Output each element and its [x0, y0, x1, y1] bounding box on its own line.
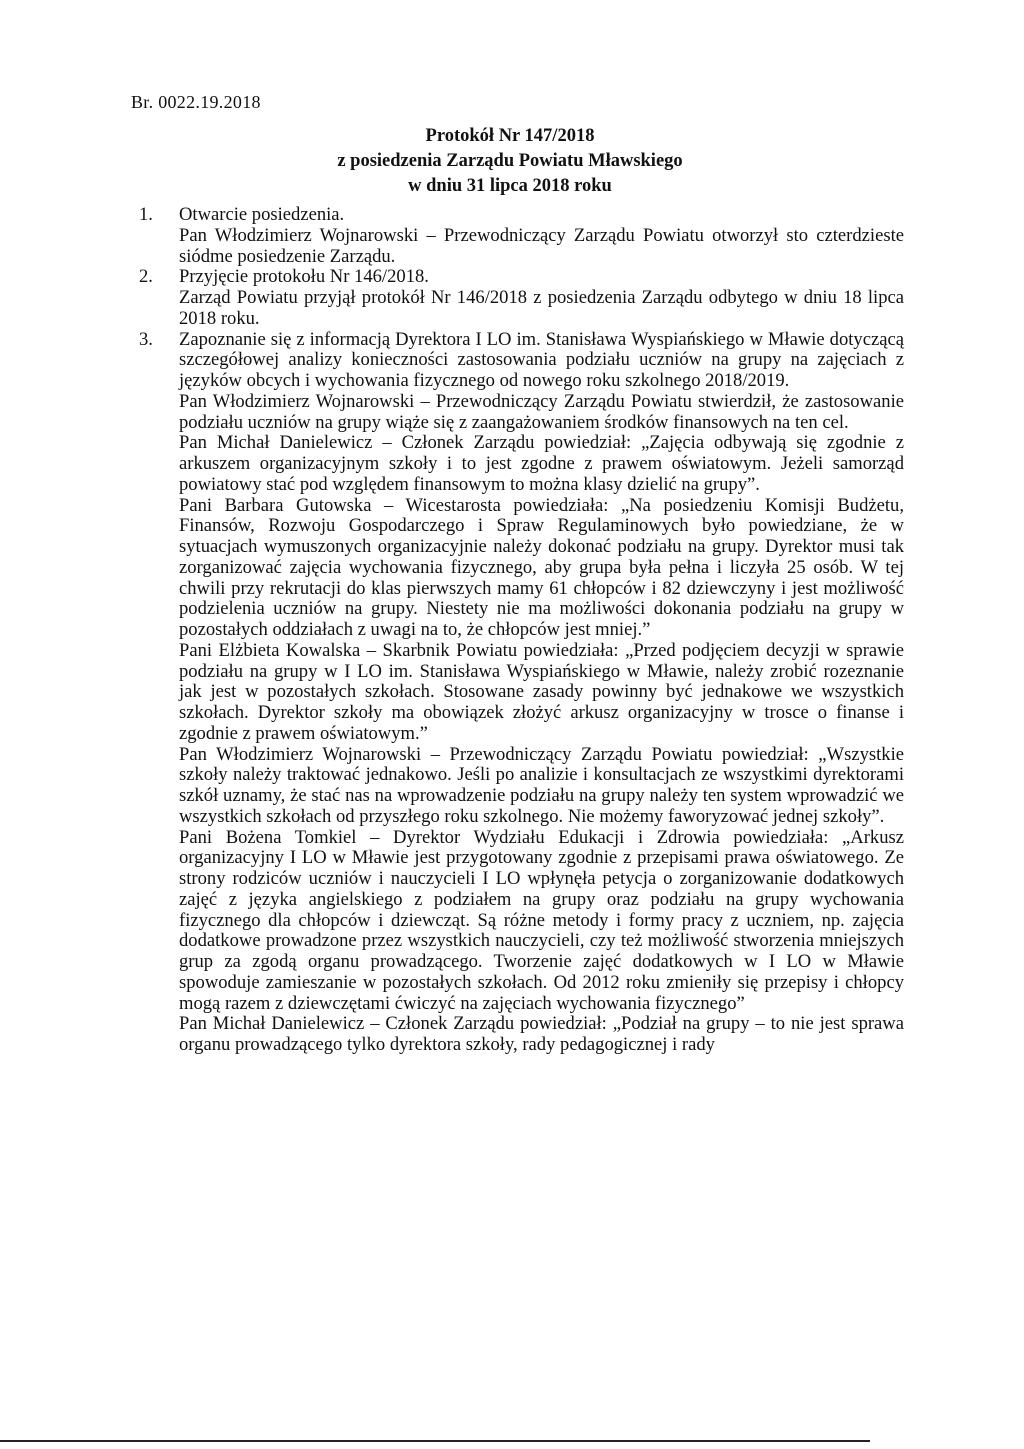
agenda-item-number: 3.: [139, 328, 153, 350]
title-line-2: z posiedzenia Zarządu Powiatu Mławskiego: [337, 151, 683, 171]
agenda-item-2: [137, 267, 904, 329]
agenda-item-3: [137, 330, 904, 392]
agenda-item-heading: Otwarcie posiedzenia.: [179, 204, 345, 225]
agenda-item-heading: Zapoznanie się z informacją Dyrektora I LO im. Stanisława Wyspiańskiego w Mławie dotyczącą szczegółowej analizy konieczności zastosowania podziału uczniów na grupy na zajęciach z języków obcych i wychowania fizycznego od nowego roku szkolnego 2018/2019.: [179, 328, 904, 391]
statement-paragraph: Pani Elżbieta Kowalska – Skarbnik Powiatu powiedziała: „Przed podjęciem decyzji w sprawie podziału na grupy w I LO im. Stanisława Wyspiańskiego w Mławie, należy zrobić rozeznanie jak jest w pozostałych szkołach. Stosowane zasady powinny być jednakowe we wszystkich szkołach. Dyrektor szkoły ma obowiązek złożyć arkusz organizacyjny w trosce o finanse i zgodnie z prawem oświatowym.”: [179, 639, 904, 744]
agenda-item-number: 2.: [139, 266, 153, 288]
page-bottom-rule: [0, 1440, 870, 1442]
agenda-item-number: 1.: [139, 204, 153, 225]
title-line-1: Protokół Nr 147/2018: [425, 126, 595, 146]
document-title: [295, 124, 725, 199]
document-reference: Br. 0022.19.2018: [131, 92, 261, 112]
agenda-item-heading: Przyjęcie protokołu Nr 146/2018.: [179, 266, 429, 288]
statement-paragraph: Pan Michał Danielewicz – Członek Zarządu powiedział: „Podział na grupy – to nie jest sprawa organu prowadzącego tylko dyrektora szkoły, rady pedagogicznej i rady: [179, 1013, 904, 1055]
statement-paragraph: Pan Michał Danielewicz – Członek Zarządu powiedział: „Zajęcia odbywają się zgodnie z arkuszem organizacyjnym szkoły i to jest zgodne z prawem oświatowym. Jeżeli samorząd powiatowy stać pod względem finansowym to można klasy dzielić na grupy”.: [179, 432, 904, 495]
statement-paragraph: Pan Włodzimierz Wojnarowski – Przewodniczący Zarządu Powiatu powiedział: „Wszystkie szkoły należy traktować jednakowo. Jeśli po analizie i konsultacjach ze wszystkimi dyrektorami szkół uznamy, że stać nas na wprowadzenie podziału na grupy należy ten system wprowadzić we wszystkich szkołach od przyszłego roku szkolnego. Nie możemy faworyzować jednej szkoły”.: [179, 743, 904, 827]
statement-paragraph: Pani Barbara Gutowska – Wicestarosta powiedziała: „Na posiedzeniu Komisji Budżetu, Finansów, Rozwoju Gospodarczego i Spraw Regulaminowych było powiedziane, że w sytuacjach wymuszonych organizacyjnie należy dokonać podziału na grupy. Dyrektor musi tak zorganizować zajęcia wychowania fizycznego, aby grupa była pełna i liczyła 25 osób. W tej chwili przy rekrutacji do klas pierwszych mamy 61 chłopców i 82 dziewczyny i jest możliwość podzielenia uczniów na grupy. Niestety nie ma możliwości dokonania podziału na grupy w pozostałych oddziałach z uwagi na to, że chłopców jest mniej.”: [179, 494, 904, 640]
agenda-item-text: Zarząd Powiatu przyjął protokół Nr 146/2018 z posiedzenia Zarządu odbytego w dniu 18 lipca 2018 roku.: [179, 287, 904, 329]
agenda-item-text: Pan Włodzimierz Wojnarowski – Przewodniczący Zarządu Powiatu otworzył sto czterdzieste siódme posiedzenie Zarządu.: [179, 224, 904, 267]
statement-paragraph: Pani Bożena Tomkiel – Dyrektor Wydziału Edukacji i Zdrowia powiedziała: „Arkusz organizacyjny I LO w Mławie jest przygotowany zgodnie z przepisami prawa oświatowego. Ze strony rodziców uczniów i nauczycieli I LO wpłynęła petycja o zorganizowanie dodatkowych zajęć z języka angielskiego z podziałem na grupy oraz podziału na grupy wychowania fizycznego dla chłopców i dziewcząt. Są różne metody i formy pracy z uczniem, np. zajęcia dodatkowe prowadzone przez wszystkich nauczycieli, czy też możliwość stworzenia mniejszych grup za zgodą organu prowadzącego. Tworzenie zajęć dodatkowych w I LO w Mławie spowoduje zamieszanie w pozostałych szkołach. Od 2012 roku zmieniły się przepisy i chłopcy mogą razem z dziewczętami ćwiczyć na zajęciach wychowania fizycznego”: [179, 826, 904, 1014]
agenda-item-1: [137, 205, 904, 267]
document-body: [137, 205, 904, 1056]
statement-paragraph: Pan Włodzimierz Wojnarowski – Przewodniczący Zarządu Powiatu stwierdził, że zastosowanie podziału uczniów na grupy wiąże się z zaangażowaniem środków finansowych na ten cel.: [179, 390, 904, 433]
title-line-3: w dniu 31 lipca 2018 roku: [408, 176, 612, 196]
